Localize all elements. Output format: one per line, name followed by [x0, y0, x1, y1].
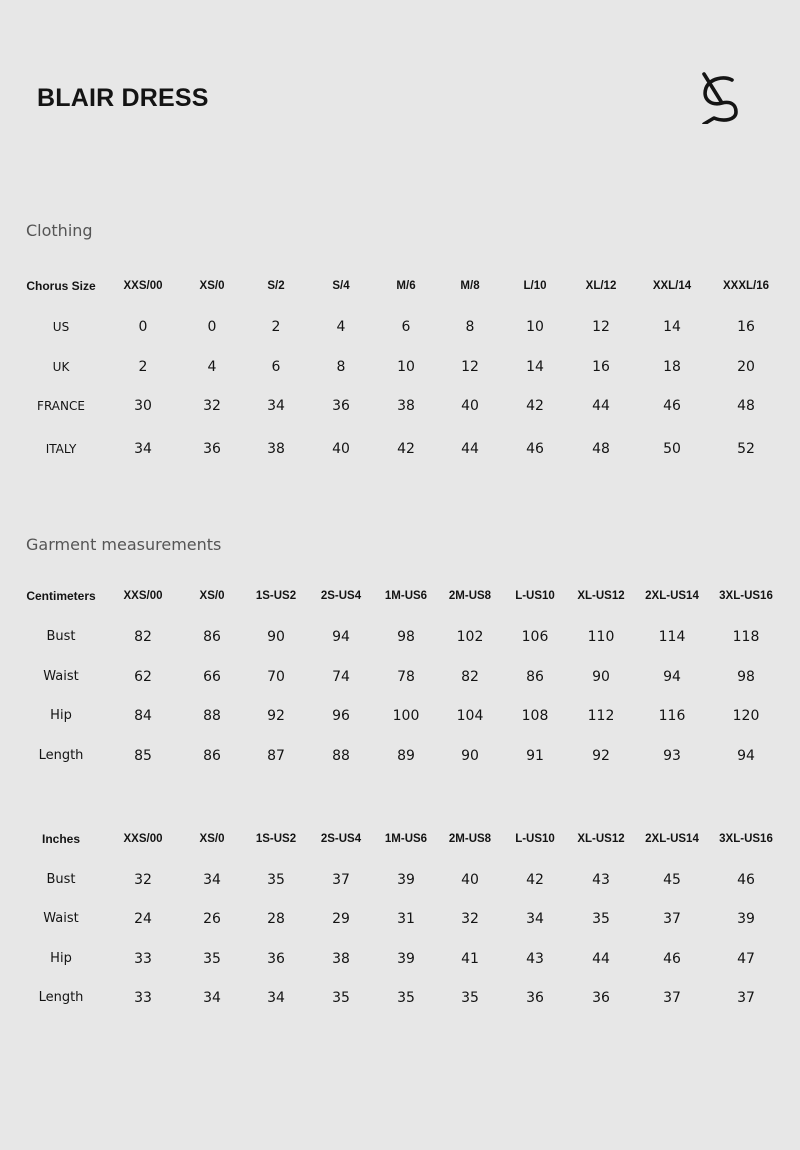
table-cell: 35 [461, 990, 479, 1006]
table-cell: 66 [203, 669, 221, 685]
column-header: 3XL-US16 [719, 833, 773, 845]
table-cell: 92 [592, 748, 610, 764]
table-cell: 37 [663, 911, 681, 927]
column-header: XL/12 [585, 280, 617, 292]
column-header: 1M-US6 [384, 833, 428, 845]
table-cell: 28 [267, 911, 285, 927]
table-cell: 8 [465, 319, 475, 335]
table-cell: 40 [461, 398, 479, 414]
row-label: Bust [46, 872, 76, 887]
table-cell: 32 [203, 398, 221, 414]
table-cell: 35 [267, 872, 285, 888]
table-cell: 90 [267, 629, 285, 645]
table-cell: 0 [138, 319, 148, 335]
section-title-clothing: Clothing [26, 221, 93, 240]
table-cell: 33 [134, 951, 152, 967]
table-cell: 86 [203, 629, 221, 645]
table-cell: 34 [203, 990, 221, 1006]
table-cell: 114 [658, 629, 686, 645]
column-header: 1S-US2 [255, 590, 297, 602]
column-header: L-US10 [515, 833, 555, 845]
table-cell: 102 [456, 629, 484, 645]
table-cell: 33 [134, 990, 152, 1006]
table-corner-label: Chorus Size [26, 279, 96, 293]
table-cell: 46 [663, 951, 681, 967]
table-cell: 43 [526, 951, 544, 967]
table-cell: 6 [271, 359, 281, 375]
table-cell: 18 [663, 359, 681, 375]
column-header: 2M-US8 [448, 590, 492, 602]
row-label: FRANCE [37, 399, 85, 413]
row-label: Hip [50, 708, 72, 723]
table-cell: 0 [207, 319, 217, 335]
column-header: 2S-US4 [320, 833, 362, 845]
table-cell: 29 [332, 911, 350, 927]
table-cell: 44 [592, 951, 610, 967]
table-cell: 48 [737, 398, 755, 414]
table-cell: 86 [526, 669, 544, 685]
column-header: XXXL/16 [722, 280, 770, 292]
table-cell: 32 [134, 872, 152, 888]
table-cell: 4 [336, 319, 346, 335]
table-cell: 62 [134, 669, 152, 685]
table-corner-label: Centimeters [26, 589, 96, 603]
table-cell: 112 [587, 708, 615, 724]
table-cell: 12 [461, 359, 479, 375]
table-cell: 94 [332, 629, 350, 645]
column-header: L/10 [523, 280, 547, 292]
table-cell: 87 [267, 748, 285, 764]
table-cell: 110 [587, 629, 615, 645]
column-header: M/6 [396, 280, 416, 292]
table-cell: 34 [134, 441, 152, 457]
table-cell: 6 [401, 319, 411, 335]
table-cell: 100 [392, 708, 420, 724]
table-cell: 36 [203, 441, 221, 457]
table-cell: 35 [397, 990, 415, 1006]
table-cell: 36 [592, 990, 610, 1006]
table-cell: 85 [134, 748, 152, 764]
column-header: 2XL-US14 [645, 833, 699, 845]
table-cell: 47 [737, 951, 755, 967]
column-header: L-US10 [515, 590, 555, 602]
column-header: 1M-US6 [384, 590, 428, 602]
column-header: XXS/00 [123, 833, 163, 845]
table-cell: 39 [737, 911, 755, 927]
table-cell: 70 [267, 669, 285, 685]
row-label: Waist [43, 911, 79, 926]
table-cell: 2 [138, 359, 148, 375]
column-header: XL-US12 [577, 833, 625, 845]
table-cell: 39 [397, 872, 415, 888]
table-cell: 2 [271, 319, 281, 335]
column-header: XS/0 [199, 280, 225, 292]
table-cell: 31 [397, 911, 415, 927]
row-label: Waist [43, 669, 79, 684]
table-cell: 88 [203, 708, 221, 724]
table-cell: 52 [737, 441, 755, 457]
table-cell: 14 [526, 359, 544, 375]
table-cell: 78 [397, 669, 415, 685]
table-cell: 36 [332, 398, 350, 414]
table-cell: 118 [732, 629, 760, 645]
table-cell: 96 [332, 708, 350, 724]
table-cell: 84 [134, 708, 152, 724]
table-cell: 35 [592, 911, 610, 927]
table-cell: 32 [461, 911, 479, 927]
table-cell: 12 [592, 319, 610, 335]
table-cell: 106 [521, 629, 549, 645]
table-cell: 98 [737, 669, 755, 685]
table-cell: 42 [526, 398, 544, 414]
row-label: ITALY [45, 442, 77, 456]
column-header: XS/0 [199, 833, 225, 845]
table-cell: 42 [526, 872, 544, 888]
row-label: US [52, 320, 70, 334]
column-header: 1S-US2 [255, 833, 297, 845]
table-cell: 38 [267, 441, 285, 457]
table-cell: 82 [461, 669, 479, 685]
table-cell: 89 [397, 748, 415, 764]
table-cell: 8 [336, 359, 346, 375]
table-cell: 48 [592, 441, 610, 457]
table-cell: 16 [592, 359, 610, 375]
row-label: UK [52, 360, 70, 374]
table-cell: 14 [663, 319, 681, 335]
table-cell: 40 [332, 441, 350, 457]
table-cell: 36 [267, 951, 285, 967]
table-cell: 116 [658, 708, 686, 724]
table-cell: 44 [592, 398, 610, 414]
table-cell: 34 [267, 990, 285, 1006]
table-cell: 94 [663, 669, 681, 685]
table-cell: 10 [397, 359, 415, 375]
table-cell: 37 [332, 872, 350, 888]
column-header: S/4 [332, 280, 350, 292]
table-cell: 46 [663, 398, 681, 414]
table-cell: 41 [461, 951, 479, 967]
section-title-garment-measurements: Garment measurements [26, 535, 222, 554]
table-cell: 37 [663, 990, 681, 1006]
column-header: XXS/00 [123, 280, 163, 292]
column-header: XS/0 [199, 590, 225, 602]
table-cell: 98 [397, 629, 415, 645]
table-cell: 36 [526, 990, 544, 1006]
page-title: BLAIR DRESS [37, 84, 209, 112]
table-cell: 92 [267, 708, 285, 724]
table-cell: 40 [461, 872, 479, 888]
table-cell: 30 [134, 398, 152, 414]
table-cell: 39 [397, 951, 415, 967]
table-cell: 46 [526, 441, 544, 457]
row-label: Length [38, 990, 84, 1005]
table-cell: 4 [207, 359, 217, 375]
table-cell: 90 [461, 748, 479, 764]
table-cell: 74 [332, 669, 350, 685]
table-cell: 34 [526, 911, 544, 927]
table-cell: 10 [526, 319, 544, 335]
table-cell: 44 [461, 441, 479, 457]
column-header: 2S-US4 [320, 590, 362, 602]
table-cell: 88 [332, 748, 350, 764]
table-cell: 43 [592, 872, 610, 888]
table-cell: 38 [332, 951, 350, 967]
table-cell: 34 [267, 398, 285, 414]
row-label: Bust [46, 629, 76, 644]
column-header: 3XL-US16 [719, 590, 773, 602]
table-corner-label: Inches [41, 832, 81, 846]
table-cell: 42 [397, 441, 415, 457]
table-cell: 120 [732, 708, 760, 724]
table-cell: 16 [737, 319, 755, 335]
column-header: M/8 [460, 280, 480, 292]
column-header: XXL/14 [652, 280, 692, 292]
row-label: Hip [50, 951, 72, 966]
table-cell: 93 [663, 748, 681, 764]
table-cell: 46 [737, 872, 755, 888]
column-header: S/2 [267, 280, 285, 292]
table-cell: 35 [332, 990, 350, 1006]
table-cell: 38 [397, 398, 415, 414]
table-cell: 86 [203, 748, 221, 764]
table-cell: 90 [592, 669, 610, 685]
table-cell: 34 [203, 872, 221, 888]
table-cell: 45 [663, 872, 681, 888]
column-header: 2M-US8 [448, 833, 492, 845]
table-cell: 104 [456, 708, 484, 724]
row-label: Length [38, 748, 84, 763]
table-cell: 108 [521, 708, 549, 724]
table-cell: 20 [737, 359, 755, 375]
table-cell: 82 [134, 629, 152, 645]
table-cell: 94 [737, 748, 755, 764]
table-cell: 50 [663, 441, 681, 457]
column-header: XL-US12 [577, 590, 625, 602]
table-cell: 24 [134, 911, 152, 927]
table-cell: 35 [203, 951, 221, 967]
chorus-c-logo [696, 72, 744, 124]
table-cell: 37 [737, 990, 755, 1006]
column-header: XXS/00 [123, 590, 163, 602]
table-cell: 26 [203, 911, 221, 927]
column-header: 2XL-US14 [645, 590, 699, 602]
table-cell: 91 [526, 748, 544, 764]
